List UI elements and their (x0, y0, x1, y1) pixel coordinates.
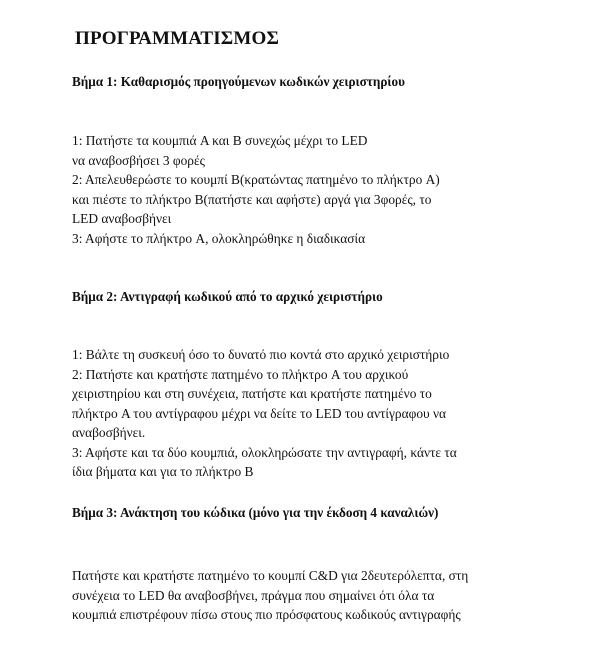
text-line: κουμπιά επιστρέφουν πίσω στους πιο πρόσφατους κωδικούς αντιγραφής (72, 607, 461, 622)
text-line: 3: Αφήστε το πλήκτρο A, ολοκληρώθηκε η διαδικασία (72, 230, 366, 246)
text-line: πλήκτρο A του αντίγραφου μέχρι να δείτε το LED του αντίγραφου να (72, 405, 447, 421)
step-1-body (72, 131, 512, 248)
text-line: ίδια βήματα και για το πλήκτρο B (72, 464, 254, 479)
text-line: αναβοσβήνει. (72, 425, 146, 440)
text-line: και πιέστε το πλήκτρο B(πατήστε και αφήστε) αργά για 3φορές, το (72, 191, 432, 207)
step-2-heading: Βήμα 2: Αντιγραφή κωδικού από το αρχικό χειριστήριο (72, 289, 383, 304)
text-line: 2: Απελευθερώστε το κουμπί B(κρατώντας πατημένο το πλήκτρο A) (72, 172, 440, 187)
text-line: χειριστηρίου και στη συνέχεια, πατήστε και κρατήστε πατημένο το (72, 386, 432, 401)
text-line: να αναβοσβήσει 3 φορές (72, 152, 205, 168)
text-line: 1: Πατήστε τα κουμπιά A και B συνεχώς μέχρι το LED (72, 133, 368, 148)
step-1-heading: Βήμα 1: Καθαρισμός προηγούμενων κωδικών χειριστηρίου (72, 74, 405, 89)
text-line: 1: Βάλτε τη συσκευή όσο το δυνατό πιο κοντά στο αρχικό χειριστήριο (72, 347, 450, 362)
page-title: ΠΡΟΓΡΑΜΜΑΤΙΣΜΟΣ (75, 28, 280, 49)
step-3-heading: Βήμα 3: Ανάκτηση του κώδικα (μόνο για την έκδοση 4 καναλιών) (72, 505, 439, 520)
text-line: 2: Πατήστε και κρατήστε πατημένο το πλήκτρο A του αρχικού (72, 366, 409, 382)
text-line: συνέχεια το LED θα αναβοσβήνει, πράγμα που σημαίνει ότι όλα τα (72, 587, 435, 603)
text-line: Πατήστε και κρατήστε πατημένο το κουμπί C&D για 2δευτερόλεπτα, στη (72, 568, 469, 583)
step-2-body (72, 345, 512, 482)
text-line: LED αναβοσβήνει (72, 211, 172, 226)
text-line: 3: Αφήστε και τα δύο κουμπιά, ολοκληρώσατε την αντιγραφή, κάντε τα (72, 444, 457, 460)
step-3-body (72, 566, 512, 625)
